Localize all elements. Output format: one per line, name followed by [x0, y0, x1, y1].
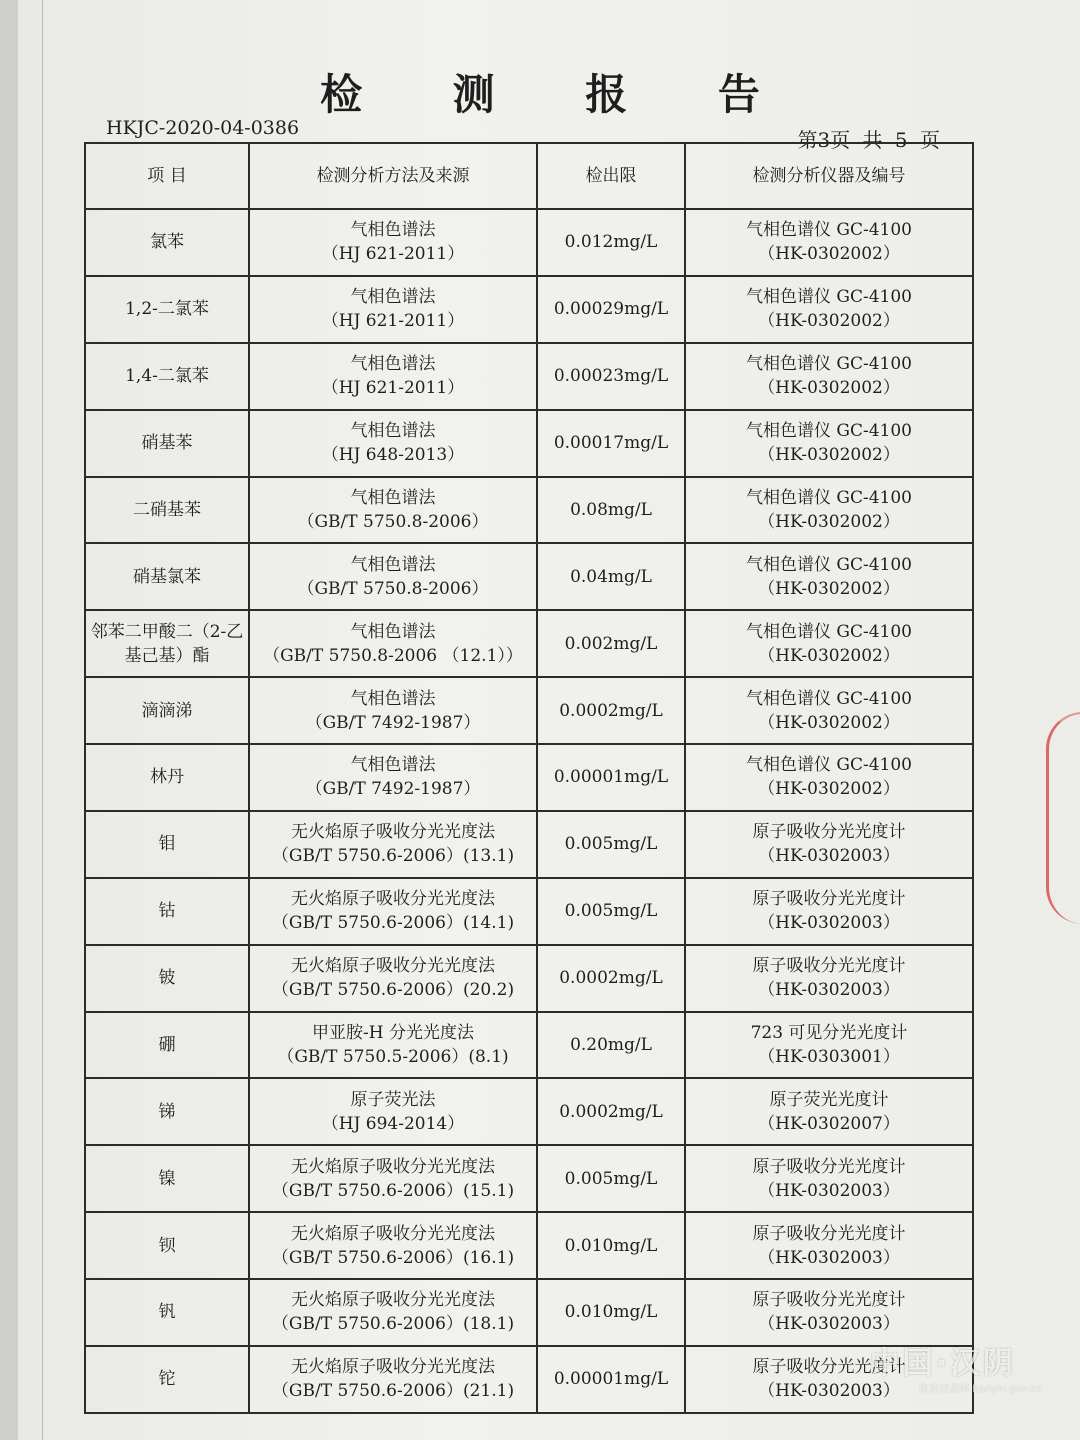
method-name: 甲亚胺-H 分光光度法 [312, 1022, 474, 1043]
item-name: 1,2-二氯苯 [125, 299, 209, 320]
report-title: 检 测 报 告 [320, 70, 798, 119]
method-name: 无火焰原子吸收分光光度法 [291, 1290, 495, 1311]
detection-limit-value: 0.005mg/L [564, 834, 658, 855]
cell-item [85, 610, 249, 677]
cell-method [249, 276, 537, 343]
cell-instrument [685, 744, 973, 811]
cell-method [249, 343, 537, 410]
table-row [85, 1279, 973, 1346]
cell-instrument [685, 477, 973, 544]
detection-limit-value: 0.012mg/L [564, 232, 658, 253]
instrument-id: （HK-0302002） [758, 311, 900, 332]
method-source: （HJ 621-2011） [321, 311, 465, 332]
cell-item [85, 477, 249, 544]
cell-detection-limit [537, 209, 685, 276]
table-row [85, 1346, 973, 1413]
instrument-id: （HK-0302002） [758, 378, 900, 399]
cell-detection-limit [537, 945, 685, 1012]
method-name: 无火焰原子吸收分光光度法 [291, 889, 495, 910]
detection-limit-value: 0.0002mg/L [559, 968, 663, 989]
method-source: （HJ 621-2011） [321, 244, 465, 265]
instrument-name: 723 可见分光光度计 [750, 1022, 908, 1043]
method-name: 无火焰原子吸收分光光度法 [291, 1223, 495, 1244]
table-row [85, 945, 973, 1012]
instrument-name: 原子吸收分光光度计 [752, 956, 906, 977]
cell-detection-limit [537, 1078, 685, 1145]
cell-item [85, 1012, 249, 1079]
detection-limit-value: 0.00001mg/L [553, 1369, 669, 1390]
cell-item [85, 744, 249, 811]
cell-detection-limit [537, 1279, 685, 1346]
method-source: （GB/T 5750.8-2006 （12.1）） [263, 645, 523, 666]
instrument-id: （HK-0302007） [758, 1113, 900, 1134]
method-name: 无火焰原子吸收分光光度法 [291, 956, 495, 977]
instrument-name: 原子荧光光度计 [769, 1089, 889, 1110]
method-name: 气相色谱法 [350, 554, 436, 575]
instrument-name: 气相色谱仪 GC-4100 [746, 755, 912, 776]
cell-detection-limit [537, 477, 685, 544]
table-row [85, 477, 973, 544]
item-name: 1,4-二氯苯 [125, 366, 209, 387]
binding-margin-line [42, 0, 43, 1440]
instrument-id: （HK-0302002） [758, 645, 900, 666]
item-name: 邻苯二甲酸二（2-乙基己基）酯 [90, 621, 244, 666]
cell-item [85, 1212, 249, 1279]
instrument-name: 气相色谱仪 GC-4100 [746, 287, 912, 308]
cell-item [85, 1346, 249, 1413]
cell-detection-limit [537, 1012, 685, 1079]
detection-limit-value: 0.20mg/L [570, 1034, 652, 1055]
method-name: 气相色谱法 [350, 621, 436, 642]
cell-detection-limit [537, 744, 685, 811]
cell-item [85, 410, 249, 477]
site-watermark: 中国·汉阴 [869, 1346, 1016, 1381]
cell-detection-limit [537, 276, 685, 343]
cell-method [249, 1212, 537, 1279]
detection-limit-value: 0.08mg/L [570, 499, 652, 520]
method-source: （GB/T 7492-1987） [305, 779, 481, 800]
item-name: 氯苯 [150, 232, 184, 253]
method-name: 气相色谱法 [350, 421, 436, 442]
cell-instrument [685, 878, 973, 945]
cell-detection-limit [537, 410, 685, 477]
instrument-name: 原子吸收分光光度计 [752, 822, 906, 843]
instrument-id: （HK-0302002） [758, 779, 900, 800]
instrument-name: 原子吸收分光光度计 [752, 1156, 906, 1177]
cell-method [249, 410, 537, 477]
header-item: 项 目 [85, 143, 249, 209]
cell-item [85, 811, 249, 878]
cell-instrument [685, 1145, 973, 1212]
header-method: 检测分析方法及来源 [249, 143, 537, 209]
detection-limit-value: 0.00017mg/L [553, 433, 669, 454]
item-name: 林丹 [150, 767, 184, 788]
cell-instrument [685, 1279, 973, 1346]
cell-detection-limit [537, 610, 685, 677]
table-row [85, 543, 973, 610]
instrument-name: 气相色谱仪 GC-4100 [746, 220, 912, 241]
method-name: 气相色谱法 [350, 487, 436, 508]
red-seal-stamp-partial [1046, 712, 1080, 924]
table-row [85, 1078, 973, 1145]
detection-limit-value: 0.00023mg/L [553, 366, 669, 387]
instrument-name: 气相色谱仪 GC-4100 [746, 487, 912, 508]
cell-method [249, 677, 537, 744]
method-source: （GB/T 5750.6-2006）(14.1) [271, 913, 515, 934]
instrument-name: 气相色谱仪 GC-4100 [746, 554, 912, 575]
detection-limit-value: 0.002mg/L [564, 633, 658, 654]
cell-method [249, 811, 537, 878]
method-source: （HJ 694-2014） [321, 1113, 465, 1134]
table-row [85, 610, 973, 677]
item-name: 硝基氯苯 [133, 566, 201, 587]
table-row [85, 209, 973, 276]
cell-instrument [685, 276, 973, 343]
instrument-id: （HK-0302002） [758, 712, 900, 733]
cell-method [249, 1078, 537, 1145]
instrument-name: 气相色谱仪 GC-4100 [746, 621, 912, 642]
method-name: 无火焰原子吸收分光光度法 [291, 1357, 495, 1378]
cell-instrument [685, 945, 973, 1012]
cell-method [249, 945, 537, 1012]
cell-instrument [685, 1078, 973, 1145]
detection-limit-value: 0.00029mg/L [553, 299, 669, 320]
instrument-id: （HK-0302002） [758, 244, 900, 265]
instrument-name: 气相色谱仪 GC-4100 [746, 421, 912, 442]
detection-limit-value: 0.010mg/L [564, 1302, 658, 1323]
cell-detection-limit [537, 677, 685, 744]
item-name: 硼 [158, 1034, 176, 1055]
item-name: 滴滴涕 [141, 700, 193, 721]
table-row [85, 878, 973, 945]
item-name: 硝基苯 [141, 433, 193, 454]
method-source: （GB/T 5750.6-2006）(15.1) [271, 1180, 515, 1201]
detection-limit-value: 0.005mg/L [564, 901, 658, 922]
table-row [85, 677, 973, 744]
cell-detection-limit [537, 1212, 685, 1279]
detection-limit-value: 0.04mg/L [570, 566, 652, 587]
instrument-id: （HK-0302003） [758, 980, 900, 1001]
table-row [85, 744, 973, 811]
report-number: HKJC-2020-04-0386 [106, 117, 300, 139]
method-source: （GB/T 5750.6-2006）(20.2) [271, 980, 515, 1001]
table-row [85, 276, 973, 343]
item-name: 镍 [158, 1168, 176, 1189]
cell-instrument [685, 410, 973, 477]
page-indicator: 第3页 共 5 页 [797, 128, 940, 152]
table-row [85, 343, 973, 410]
instrument-id: （HK-0303001） [758, 1046, 900, 1067]
instrument-id: （HK-0302003） [758, 1381, 900, 1402]
item-name: 二硝基苯 [133, 499, 201, 520]
cell-instrument [685, 677, 973, 744]
cell-detection-limit [537, 811, 685, 878]
cell-item [85, 343, 249, 410]
cell-method [249, 1279, 537, 1346]
site-watermark-url: 政府信息网 hanyin.gov.cn [919, 1384, 1042, 1395]
item-name: 锑 [158, 1101, 176, 1122]
instrument-id: （HK-0302003） [758, 1180, 900, 1201]
method-source: （GB/T 5750.6-2006）(16.1) [271, 1247, 515, 1268]
instrument-name: 气相色谱仪 GC-4100 [746, 354, 912, 375]
instrument-id: （HK-0302002） [758, 445, 900, 466]
cell-item [85, 878, 249, 945]
instrument-id: （HK-0302002） [758, 578, 900, 599]
cell-item [85, 276, 249, 343]
detection-limit-value: 0.010mg/L [564, 1235, 658, 1256]
cell-method [249, 878, 537, 945]
method-source: （GB/T 5750.5-2006）(8.1) [277, 1046, 509, 1067]
detection-limit-value: 0.005mg/L [564, 1168, 658, 1189]
method-source: （HJ 648-2013） [321, 445, 465, 466]
cell-method [249, 744, 537, 811]
cell-item [85, 543, 249, 610]
cell-instrument [685, 811, 973, 878]
method-name: 气相色谱法 [350, 755, 436, 776]
method-source: （GB/T 5750.8-2006） [297, 578, 489, 599]
detection-limit-value: 0.0002mg/L [559, 1101, 663, 1122]
cell-method [249, 1145, 537, 1212]
cell-item [85, 1145, 249, 1212]
cell-method [249, 610, 537, 677]
cell-detection-limit [537, 543, 685, 610]
item-name: 铍 [158, 968, 176, 989]
cell-item [85, 677, 249, 744]
cell-instrument [685, 1212, 973, 1279]
instrument-id: （HK-0302002） [758, 511, 900, 532]
table-row [85, 1145, 973, 1212]
method-name: 气相色谱法 [350, 354, 436, 375]
method-source: （GB/T 5750.8-2006） [297, 511, 489, 532]
cell-method [249, 543, 537, 610]
instrument-name: 原子吸收分光光度计 [752, 889, 906, 910]
table-row [85, 1012, 973, 1079]
method-source: （GB/T 5750.6-2006）(13.1) [271, 846, 515, 867]
instrument-id: （HK-0302003） [758, 1314, 900, 1335]
method-source: （GB/T 5750.6-2006）(18.1) [271, 1314, 515, 1335]
instrument-name: 原子吸收分光光度计 [752, 1357, 906, 1378]
cell-method [249, 477, 537, 544]
cell-method [249, 1012, 537, 1079]
item-name: 钴 [158, 901, 176, 922]
detection-limit-value: 0.00001mg/L [553, 767, 669, 788]
cell-detection-limit [537, 1145, 685, 1212]
method-name: 气相色谱法 [350, 688, 436, 709]
table-body [85, 209, 973, 1413]
method-name: 无火焰原子吸收分光光度法 [291, 1156, 495, 1177]
cell-instrument [685, 1012, 973, 1079]
cell-method [249, 209, 537, 276]
header-detection-limit: 检出限 [537, 143, 685, 209]
item-name: 钼 [158, 834, 176, 855]
instrument-id: （HK-0302003） [758, 846, 900, 867]
cell-item [85, 1279, 249, 1346]
test-methods-table [84, 142, 974, 1414]
cell-instrument [685, 343, 973, 410]
table-header-row [85, 143, 973, 209]
item-name: 钒 [158, 1302, 176, 1323]
cell-instrument [685, 209, 973, 276]
table-row [85, 1212, 973, 1279]
cell-item [85, 945, 249, 1012]
method-name: 气相色谱法 [350, 220, 436, 241]
method-name: 无火焰原子吸收分光光度法 [291, 822, 495, 843]
table-row [85, 811, 973, 878]
method-source: （GB/T 5750.6-2006）(21.1) [271, 1381, 515, 1402]
cell-instrument [685, 543, 973, 610]
cell-instrument [685, 610, 973, 677]
instrument-name: 气相色谱仪 GC-4100 [746, 688, 912, 709]
cell-detection-limit [537, 878, 685, 945]
method-source: （HJ 621-2011） [321, 378, 465, 399]
cell-detection-limit [537, 343, 685, 410]
detection-limit-value: 0.0002mg/L [559, 700, 663, 721]
cell-item [85, 209, 249, 276]
method-source: （GB/T 7492-1987） [305, 712, 481, 733]
item-name: 铊 [158, 1369, 176, 1390]
instrument-name: 原子吸收分光光度计 [752, 1290, 906, 1311]
item-name: 钡 [158, 1235, 176, 1256]
table-row [85, 410, 973, 477]
header-instrument: 检测分析仪器及编号 [685, 143, 973, 209]
cell-detection-limit [537, 1346, 685, 1413]
instrument-id: （HK-0302003） [758, 1247, 900, 1268]
method-name: 气相色谱法 [350, 287, 436, 308]
instrument-id: （HK-0302003） [758, 913, 900, 934]
instrument-name: 原子吸收分光光度计 [752, 1223, 906, 1244]
cell-method [249, 1346, 537, 1413]
cell-item [85, 1078, 249, 1145]
method-name: 原子荧光法 [350, 1089, 436, 1110]
